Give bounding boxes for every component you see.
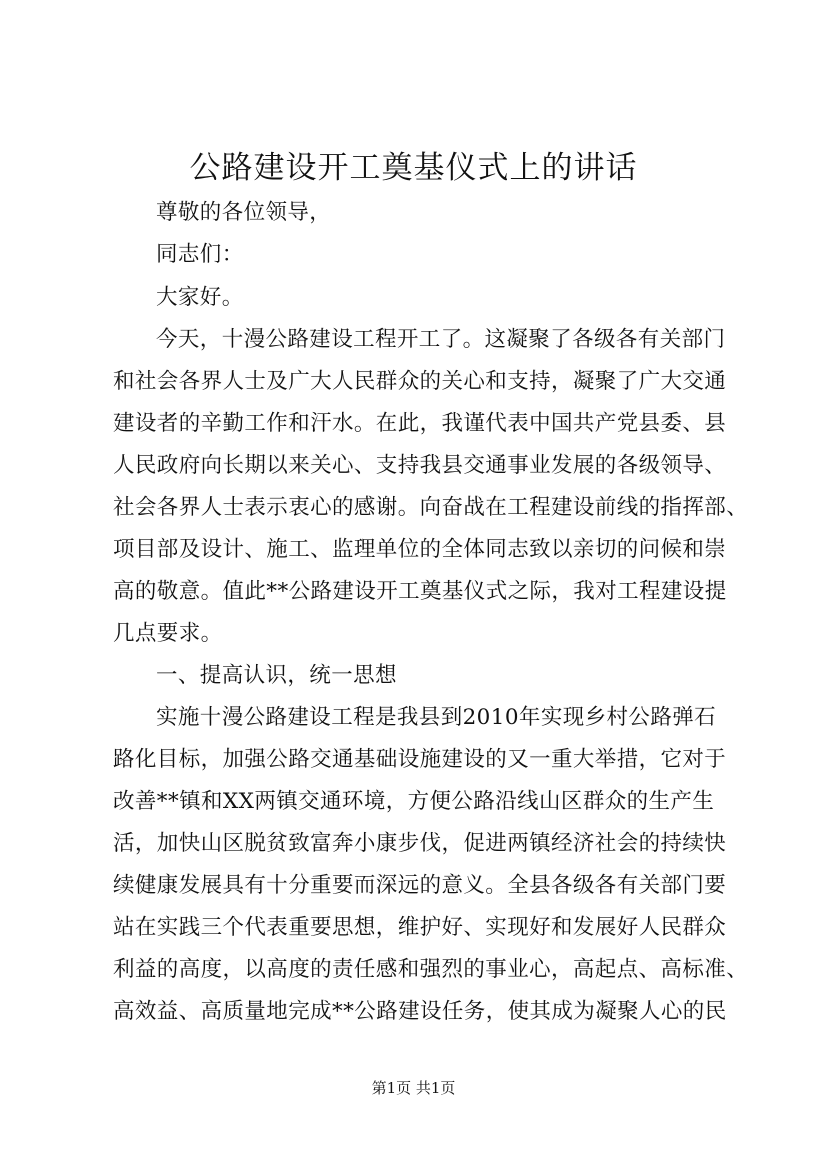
paragraph-line: 改善**镇和XX两镇交通环境，方便公路沿线山区群众的生产生 [113,789,715,814]
paragraph-line: 活，加快山区脱贫致富奔小康步伐，促进两镇经济社会的持续快 [113,831,727,856]
paragraph-line: 站在实践三个代表重要思想，维护好、实现好和发展好人民群众 [113,915,727,940]
paragraph-line: 今天，十漫公路建设工程开工了。这凝聚了各级各有关部门 [156,327,726,352]
salutation-line: 尊敬的各位领导， [156,200,332,225]
section-heading: 一、提高认识，统一思想 [156,663,397,688]
paragraph-line: 高的敬意。值此**公路建设开工奠基仪式之际，我对工程建设提 [113,579,727,604]
page-number-footer: 第1页 共1页 [371,1079,456,1097]
paragraph-line: 利益的高度，以高度的责任感和强烈的事业心，高起点、高标准、 [113,957,749,982]
paragraph-line: 续健康发展具有十分重要而深远的意义。全县各级各有关部门要 [113,873,727,898]
document-title: 公路建设开工奠基仪式上的讲话 [189,150,638,186]
paragraph-line: 项目部及设计、施工、监理单位的全体同志致以亲切的问候和崇 [113,537,727,562]
paragraph-line: 实施十漫公路建设工程是我县到2010年实现乡村公路弹石 [156,705,717,730]
paragraph-line: 建设者的辛勤工作和汗水。在此，我谨代表中国共产党县委、县 [113,411,727,436]
paragraph-line: 人民政府向长期以来关心、支持我县交通事业发展的各级领导、 [113,453,727,478]
paragraph-line: 几点要求。 [113,621,223,646]
paragraph-line: 高效益、高质量地完成**公路建设任务，使其成为凝聚人心的民 [113,999,727,1024]
paragraph-line: 路化目标，加强公路交通基础设施建设的又一重大举措，它对于 [113,747,727,772]
paragraph-line: 社会各界人士表示衷心的感谢。向奋战在工程建设前线的指挥部、 [113,495,749,520]
greeting-line: 大家好。 [156,285,244,310]
salutation-line: 同志们： [156,242,244,267]
paragraph-line: 和社会各界人士及广大人民群众的关心和支持，凝聚了广大交通 [113,369,727,394]
